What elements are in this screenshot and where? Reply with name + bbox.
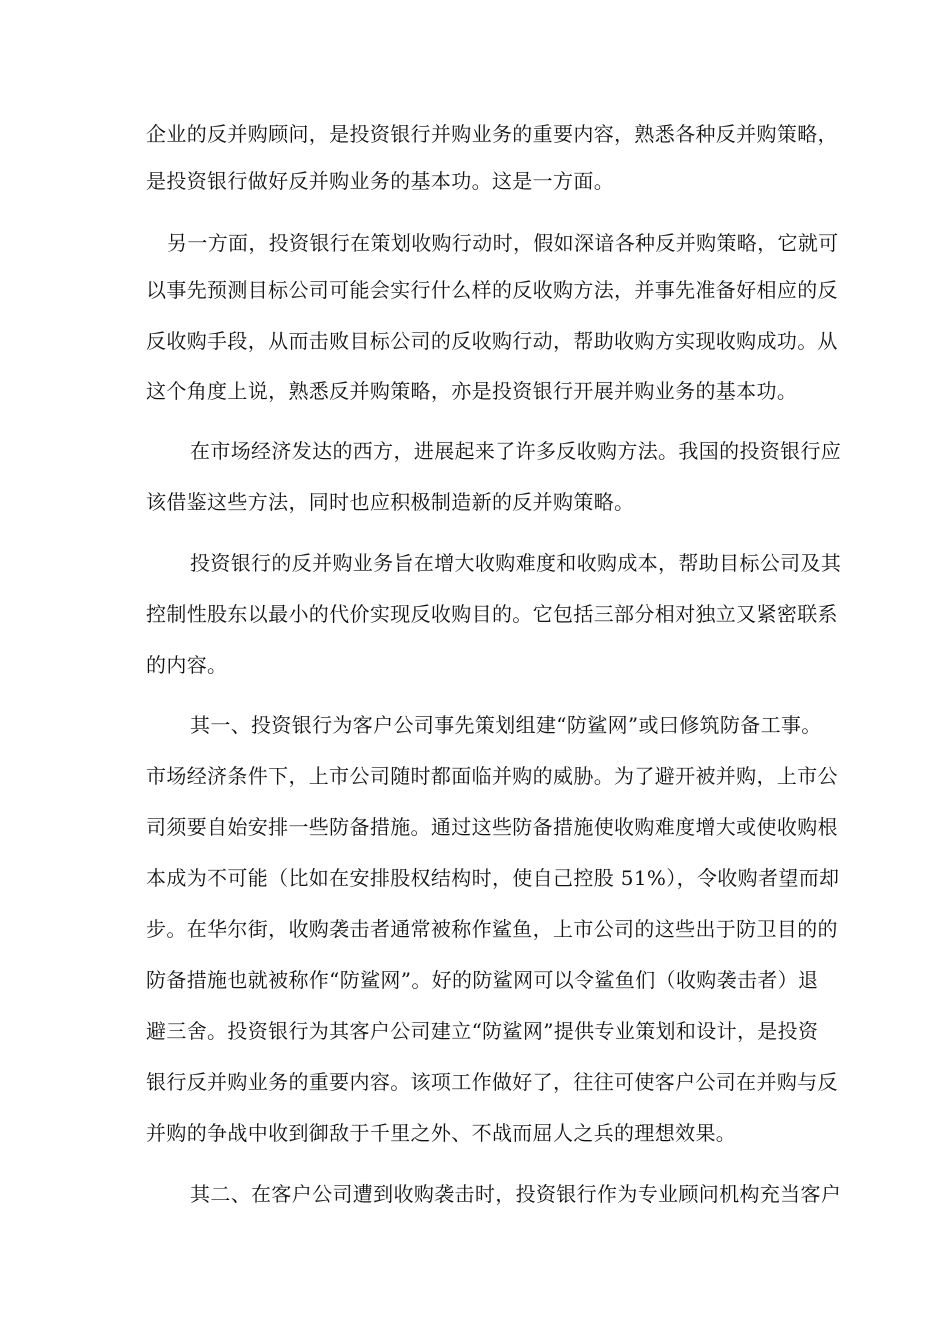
text-line: 银行反并购业务的重要内容。该项工作做好了，往往可使客户公司在并购与反 (146, 1070, 838, 1094)
text-line: 反收购手段，从而击败目标公司的反收购行动，帮助收购方实现收购成功。从 (146, 329, 838, 353)
text-line: 在市场经济发达的西方，进展起来了许多反收购方法。我国的投资银行应 (190, 439, 842, 463)
text-line: 并购的争战中收到御敌于千里之外、不战而屈人之兵的理想效果。 (146, 1121, 737, 1145)
text-line: 的内容。 (146, 653, 228, 677)
text-line: 投资银行的反并购业务旨在增大收购难度和收购成本，帮助目标公司及其 (190, 551, 842, 575)
text-line: 步。在华尔街，收购袭击者通常被称作鲨鱼，上市公司的这些出于防卫目的的 (146, 917, 838, 941)
text-line: 是投资银行做好反并购业务的基本功。这是一方面。 (146, 169, 615, 193)
text-line: 控制性股东以最小的代价实现反收购目的。它包括三部分相对独立又紧密联系 (146, 602, 838, 626)
text-line: 防备措施也就被称作“防鲨网”。好的防鲨网可以令鲨鱼们（收购袭击者）退 (146, 968, 819, 992)
text-line: 其二、在客户公司遭到收购袭击时，投资银行作为专业顾问机构充当客户 (190, 1182, 842, 1206)
text-line: 企业的反并购顾问，是投资银行并购业务的重要内容，熟悉各种反并购策略， (146, 122, 838, 146)
text-line: 本成为不可能（比如在安排股权结构时，使自己控股 51%），令收购者望而却 (146, 866, 840, 890)
text-line: 司须要自始安排一些防备措施。通过这些防备措施使收购难度增大或使收购根 (146, 815, 838, 839)
text-line: 市场经济条件下，上市公司随时都面临并购的威胁。为了避开被并购，上市公 (146, 764, 838, 788)
text-line: 另一方面，投资银行在策划收购行动时，假如深谙各种反并购策略，它就可 (167, 231, 839, 255)
text-line: 避三舍。投资银行为其客户公司建立“防鲨网”提供专业策划和设计，是投资 (146, 1019, 819, 1043)
text-line: 该借鉴这些方法，同时也应积极制造新的反并购策略。 (146, 490, 635, 514)
text-line: 其一、投资银行为客户公司事先策划组建“防鲨网”或曰修筑防备工事。 (190, 713, 822, 737)
text-line: 以事先预测目标公司可能会实行什么样的反收购方法，并事先准备好相应的反 (146, 278, 838, 302)
text-line: 这个角度上说，熟悉反并购策略，亦是投资银行开展并购业务的基本功。 (146, 379, 798, 403)
